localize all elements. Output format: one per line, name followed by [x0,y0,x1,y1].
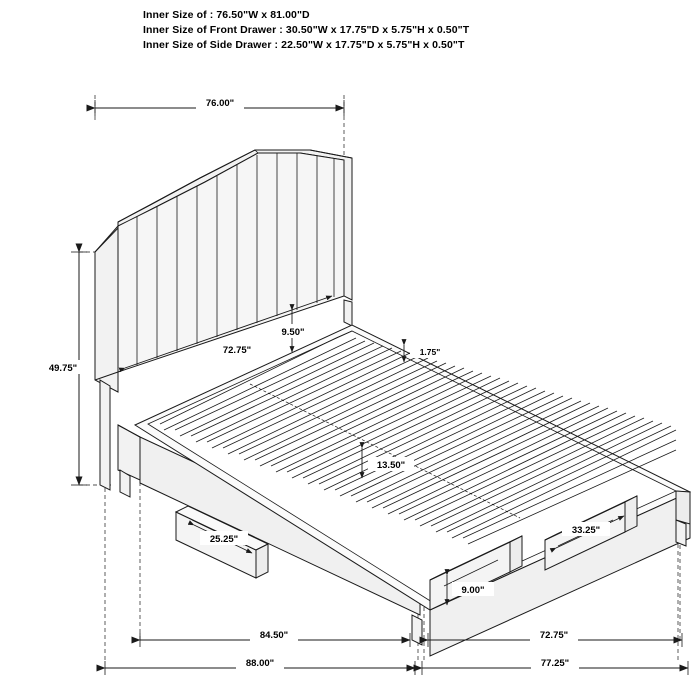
dim-headboard-to-rail: 9.50" [281,327,305,338]
dim-bed-length-upper: 84.50" [259,630,289,641]
dim-slat-thickness: 1.75" [419,347,441,357]
spec-line-front-drawer: Inner Size of Front Drawer : 30.50"W x 17.75"D x 5.75"H x 0.50"T [143,24,470,36]
dim-bed-length-lower: 88.00" [245,658,275,669]
spec-line-side-drawer: Inner Size of Side Drawer : 22.50"W x 17.75"D x 5.75"H x 0.50"T [143,39,465,51]
dim-bed-width-upper: 72.75" [539,630,569,641]
dim-deck-height: 13.50" [376,460,406,471]
dim-left-drawer-width: 25.25" [209,534,239,545]
spec-line-inner-size: Inner Size of : 76.50"W x 81.00"D [143,9,310,21]
dim-right-drawer-width: 33.25" [571,525,601,536]
dim-drawer-front-height: 9.00" [461,585,485,596]
dim-headboard-width: 76.00" [205,98,235,109]
dim-bed-width-lower: 77.25" [540,658,570,669]
dim-headboard-inner-width: 72.75" [222,345,252,356]
dim-overall-height: 49.75" [48,363,78,374]
